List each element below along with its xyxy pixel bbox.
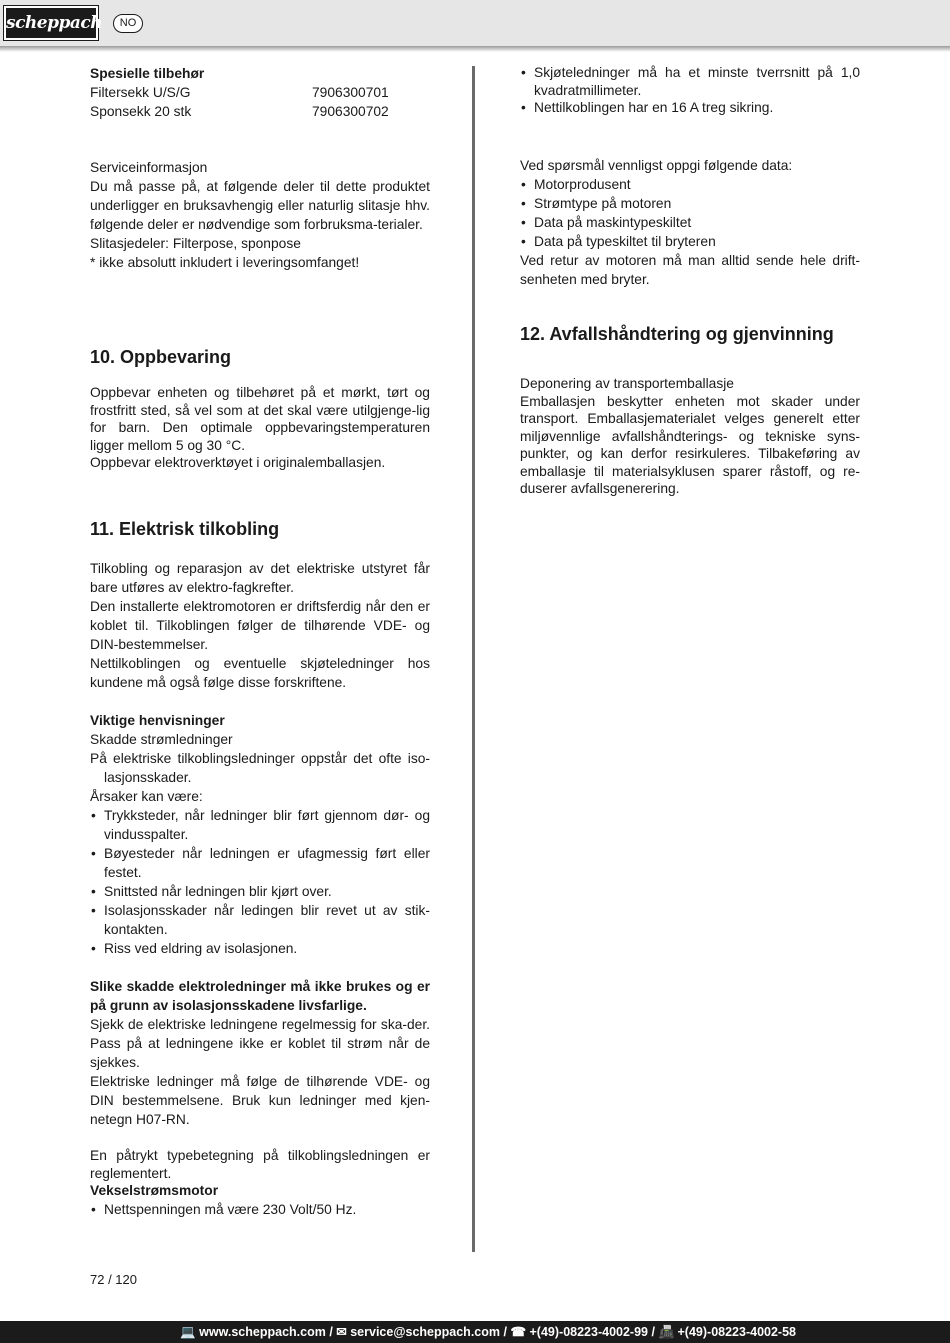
damaged-cables-text: På elektriske tilkoblingsledninger oppstår det ofte iso-lasjonsskader.	[90, 751, 430, 785]
electrical-text: En påtrykt typebetegning på tilkoblingsledningen er reglementert.	[90, 1148, 430, 1181]
fax-number: +(49)-08223-4002-58	[677, 1325, 796, 1339]
footer-separator: /	[651, 1325, 659, 1339]
motor-query-section	[520, 156, 860, 289]
page-number: 72 / 120	[90, 1272, 137, 1287]
list-item: • Snittsted når ledningen blir kjørt over.	[90, 882, 430, 901]
page-footer	[0, 1321, 950, 1343]
ac-motor-list	[90, 1200, 430, 1219]
list-item: • Nettspenningen må være 230 Volt/50 Hz.	[90, 1200, 430, 1219]
accessory-name: Sponsekk 20 stk	[90, 104, 192, 119]
column-divider	[472, 66, 475, 1252]
accessory-code: 7906300701	[312, 85, 389, 100]
disposal-text: Emballasjen beskytter enheten mot skader under transport. Emballasjematerialet velges generelt etter miljøvennlige avfallshåndterings- og tekniske syns-punkter, og kan derfor resirkuleres. Tilbakeføring av emballasje til materialsyklusen sparer råstoff, og re-duserer avfallsgenerering.	[520, 393, 860, 496]
service-wear-parts: Slitasjedeler: Filterpose, sponpose	[90, 236, 301, 251]
fax-icon: 📠	[658, 1325, 675, 1339]
service-note: * ikke absolutt inkludert i leveringsomfanget!	[90, 255, 360, 270]
damaged-cables-subtitle: Skadde strømledninger	[90, 732, 233, 747]
ac-motor-title: Vekselstrømsmotor	[90, 1183, 219, 1198]
extension-cable-section	[520, 64, 860, 117]
storage-heading: 10. Oppbevaring	[90, 347, 232, 367]
safety-warning: Slike skadde elektroledninger må ikke brukes og er på grunn av isolasjonsskadene livsfarlige.	[90, 979, 430, 1013]
page-header	[0, 0, 950, 46]
service-section	[90, 158, 430, 272]
electrical-section	[90, 518, 430, 1219]
cable-requirements-list	[520, 64, 860, 117]
storage-text-2: Oppbevar elektroverktøyet i originalemballasjen.	[90, 455, 386, 470]
accessories-title: Spesielle tilbehør	[90, 66, 205, 81]
accessory-name: Filtersekk U/S/G	[90, 85, 191, 100]
list-item: • Data på maskintypeskiltet	[520, 213, 860, 232]
disposal-section	[520, 323, 860, 498]
computer-icon: 💻	[180, 1325, 196, 1339]
return-text: Ved retur av motoren må man alltid sende hele drift-senheten med bryter.	[520, 253, 860, 287]
list-item: • Riss ved eldring av isolasjonen.	[90, 939, 430, 958]
phone-number[interactable]: +(49)-08223-4002-99	[529, 1325, 648, 1339]
causes-list	[90, 806, 430, 958]
electrical-text: Sjekk de elektriske ledningene regelmessig for ska-der. Pass på at ledningene ikke er koblet til strøm når de sjekkes.	[90, 1017, 430, 1070]
important-notes-title: Viktige henvisninger	[90, 713, 225, 728]
phone-icon: ☎	[510, 1325, 527, 1339]
causes-label: Årsaker kan være:	[90, 789, 203, 804]
email-link[interactable]: service@scheppach.com	[350, 1325, 500, 1339]
electrical-heading: 11. Elektrisk tilkobling	[90, 519, 280, 539]
service-title: Serviceinformasjon	[90, 160, 208, 175]
language-badge: NO	[113, 14, 143, 33]
list-item: • Data på typeskiltet til bryteren	[520, 232, 860, 251]
list-item: • Nettilkoblingen har en 16 A treg sikring.	[520, 99, 860, 117]
disposal-heading: 12. Avfallshåndtering og gjenvinning	[520, 324, 834, 344]
list-item: • Motorprodusent	[520, 175, 860, 194]
header-shadow	[0, 46, 950, 52]
accessory-row	[90, 83, 430, 102]
storage-text: Oppbevar enheten og tilbehøret på et mørkt, tørt og frostfritt sted, så vel som at det skal være utilgjenge-lig for barn. Den optimale oppbevaringstemperaturen ligger mellom 5 og 30 °C.	[90, 385, 430, 453]
list-item: • Bøyesteder når ledningen er ufagmessig ført eller festet.	[90, 844, 430, 882]
footer-separator: /	[329, 1325, 337, 1339]
list-item: • Isolasjonsskader når ledingen blir revet ut av stik-kontakten.	[90, 901, 430, 939]
storage-section	[90, 346, 430, 472]
accessories-section	[90, 64, 430, 121]
website-link[interactable]: www.scheppach.com	[199, 1325, 326, 1339]
electrical-text: Elektriske ledninger må følge de tilhørende VDE- og DIN bestemmelsene. Bruk kun ledninger med kjen-netegn H07-RN.	[90, 1074, 430, 1127]
envelope-icon: ✉	[336, 1325, 347, 1339]
list-item: • Strømtype på motoren	[520, 194, 860, 213]
brand-logo: scheppach	[4, 6, 98, 40]
list-item: • Trykksteder, når ledninger blir ført gjennom dør- og vindusspalter.	[90, 806, 430, 844]
query-list	[520, 175, 860, 251]
electrical-text: Nettilkoblingen og eventuelle skjøteledninger hos kundene må også følge disse forskriftene.	[90, 656, 430, 690]
footer-separator: /	[503, 1325, 511, 1339]
query-intro: Ved spørsmål vennligst oppgi følgende data:	[520, 158, 793, 173]
list-item: • Skjøteledninger må ha et minste tverrsnitt på 1,0 kvadratmillimeter.	[520, 64, 860, 99]
electrical-text: Den installerte elektromotoren er driftsferdig når den er koblet til. Tilkoblingen følger de tilhørende VDE- og DIN-bestemmelser.	[90, 599, 430, 652]
accessory-row	[90, 102, 430, 121]
accessory-code: 7906300702	[312, 104, 389, 119]
electrical-text: Tilkobling og reparasjon av det elektriske utstyret får bare utføres av elektro-fagkrefter.	[90, 561, 430, 595]
service-text: Du må passe på, at følgende deler til dette produktet underligger en bruksavhengig eller naturlig slitasje hhv. følgende deler er nødvendige som forbruksma-terialer.	[90, 179, 430, 232]
disposal-subtitle: Deponering av transportemballasje	[520, 376, 734, 391]
